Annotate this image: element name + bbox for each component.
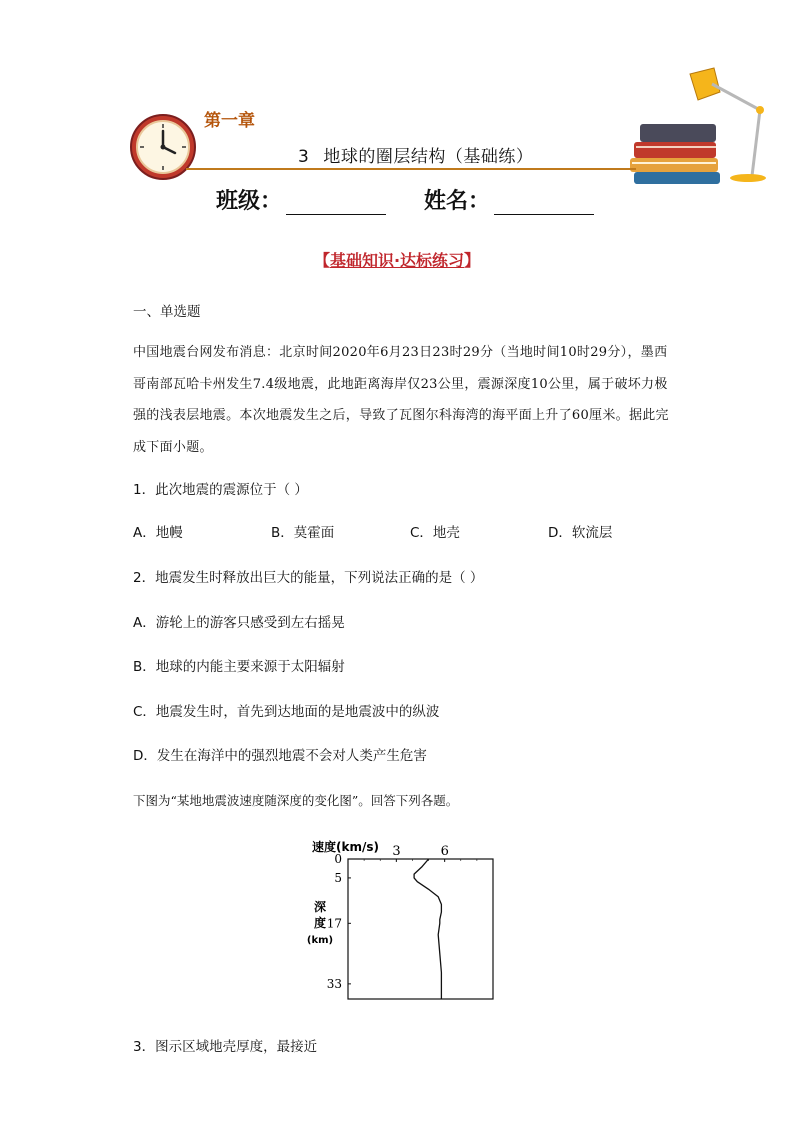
- title-text: 地球的圈层结构（基础练）: [323, 147, 534, 167]
- x-axis-title: 速度(km/s): [312, 840, 379, 854]
- option-d[interactable]: D．发生在海洋中的强烈地震不会对人类产生危害: [133, 748, 427, 764]
- option-a[interactable]: A．地幔: [133, 525, 183, 541]
- question-3-stem: 3．图示区域地壳厚度，最接近: [133, 1039, 318, 1055]
- y-tick-label: 33: [326, 976, 342, 991]
- name-label: 姓名：: [424, 188, 491, 214]
- option-a[interactable]: A．游轮上的游客只感受到左右摇晃: [133, 615, 345, 631]
- option-b[interactable]: B．地球的内能主要来源于太阳辐射: [133, 659, 345, 675]
- y-tick-label: 17: [326, 916, 342, 931]
- question-2-stem: 2．地震发生时释放出巨大的能量，下列说法正确的是（ ）: [133, 570, 484, 586]
- class-field: [216, 184, 386, 215]
- title-number: 3: [298, 147, 310, 167]
- header-rule: [186, 168, 636, 170]
- question-type: 一、单选题: [133, 304, 201, 320]
- name-blank[interactable]: [494, 194, 594, 215]
- heading-bracket-left: 【: [313, 251, 330, 270]
- y-axis-title: 度: [313, 916, 327, 930]
- option-b[interactable]: B．莫霍面: [271, 525, 335, 541]
- question-1-stem: 1．此次地震的震源位于（ ）: [133, 482, 308, 498]
- velocity-curve: [414, 859, 441, 999]
- question-1-options: [133, 521, 693, 541]
- x-tick-label: 6: [440, 844, 449, 859]
- option-c[interactable]: C．地震发生时，首先到达地面的是地震波中的纵波: [133, 704, 440, 720]
- clock-illustration: [128, 112, 198, 182]
- option-c[interactable]: C．地壳: [410, 525, 460, 541]
- reading-passage: 中国地震台网发布消息：北京时间2020年6月23日23时29分（当地时间10时29分），墨西哥南部瓦哈卡州发生7.4级地震，此地距离海岸仅23公里，震源深度10公里，属于破坏力极强的浅表层地震。本次地震发生之后，导致了瓦图尔科海湾的海平面上升了60厘米。据此完成下面小题。: [133, 345, 669, 455]
- y-tick-label: 0: [334, 852, 342, 866]
- y-axis-title: (km): [306, 935, 334, 946]
- y-tick-label: 5: [334, 870, 342, 885]
- chapter-label: 第一章: [204, 111, 255, 131]
- x-tick-label: 3: [392, 844, 401, 859]
- velocity-depth-chart: [290, 833, 510, 1008]
- name-field: [424, 184, 594, 215]
- class-blank[interactable]: [286, 194, 386, 215]
- section-heading: [0, 248, 794, 271]
- plot-frame: [348, 859, 493, 999]
- figure-intro: 下图为“某地地震波速度随深度的变化图”。回答下列各题。: [133, 793, 459, 808]
- class-label: 班级：: [216, 188, 283, 214]
- page-title: [298, 142, 533, 167]
- heading-text: 基础知识·达标练习: [329, 251, 465, 270]
- y-axis-title: 深: [313, 900, 327, 914]
- option-d[interactable]: D．软流层: [548, 525, 613, 541]
- heading-bracket-right: 】: [464, 251, 481, 270]
- books-lamp-illustration: [628, 66, 770, 186]
